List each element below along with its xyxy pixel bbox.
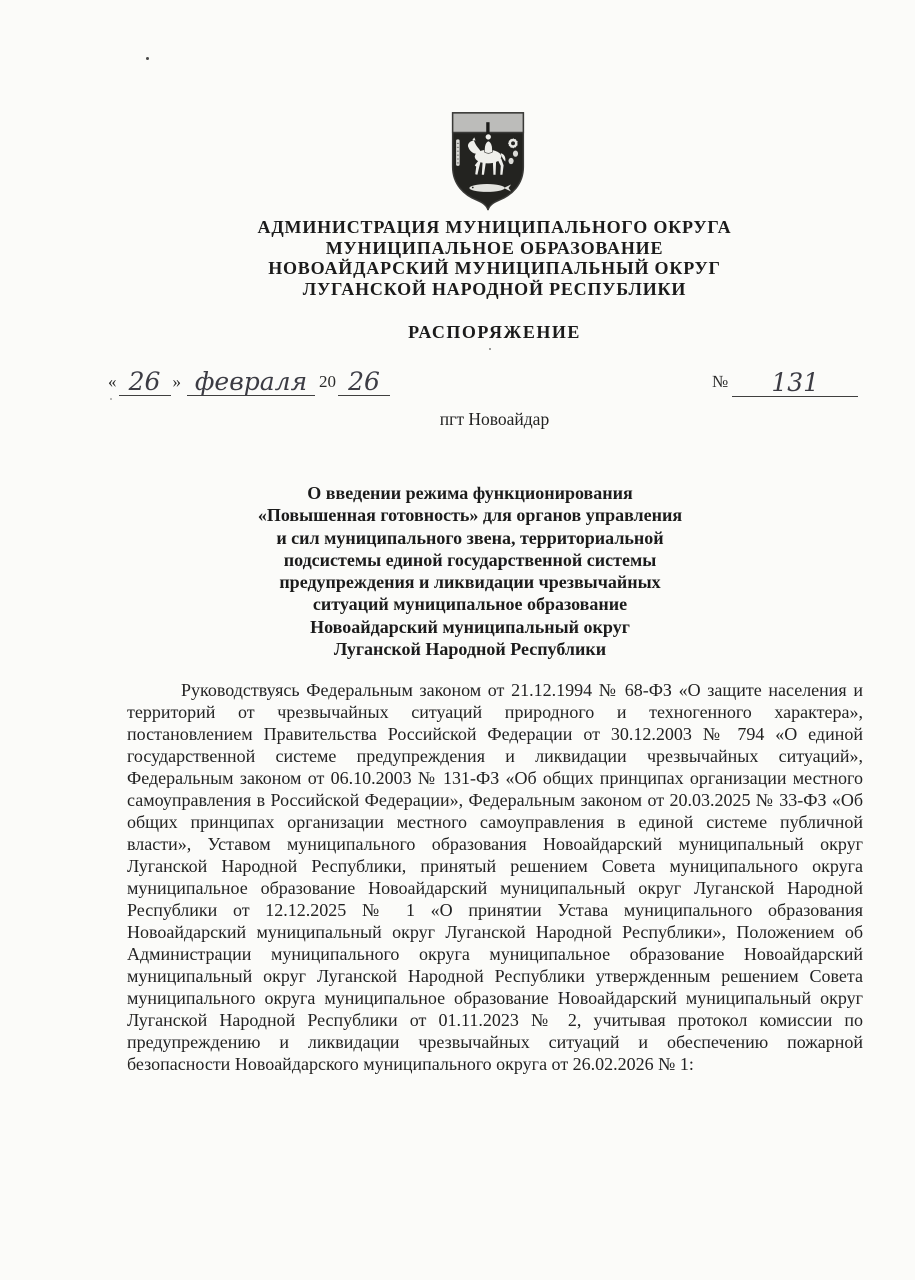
rider-charge xyxy=(484,134,492,153)
document-number-line xyxy=(712,352,858,396)
place-line: пгт Новоайдар xyxy=(439,409,550,429)
title-line: подсистемы единой государственной системы xyxy=(283,549,657,570)
handwritten-month: февраля xyxy=(187,369,315,396)
title-line: ситуаций муниципальное образование xyxy=(312,594,628,615)
organization-name-line: МУНИЦИПАЛЬНОЕ ОБРАЗОВАНИЕ xyxy=(325,237,664,258)
number-sign: № xyxy=(712,372,729,391)
scan-speck xyxy=(489,348,491,350)
title-line: Луганской Народной Республики xyxy=(333,639,607,660)
document-title-block xyxy=(250,482,690,660)
title-line: «Повышенная готовность» для органов управления xyxy=(257,505,683,526)
title-line: О введении режима функционирования xyxy=(307,483,633,503)
date-line xyxy=(108,352,390,396)
scan-speck xyxy=(110,398,112,400)
title-line: Новоайдарский муниципальный округ xyxy=(310,616,630,637)
document-type-heading: РАСПОРЯЖЕНИЕ xyxy=(408,322,581,342)
organization-name-line: НОВОАЙДАРСКИЙ МУНИЦИПАЛЬНЫЙ ОКРУГ xyxy=(268,258,721,278)
document-body-paragraph: Руководствуясь Федеральным законом от 21.12.1994 № 68-ФЗ «О защите населения и территорий от чрезвычайных ситуаций природного и техногенного характера», постановлением Правительства Российской Федерации от 30.12.2003 № 794 «О единой государственной системе предупреждения и ликвидации чрезвычайных ситуаций», Федеральным законом от 06.10.2003 № 131-ФЗ «Об общих принципах организации местного самоуправления в Российской Федерации», Федеральным законом от 20.03.2025 № 33-ФЗ «Об общих принципах организации местного самоуправления в единой системе публичной власти», Уставом муниципального образования Новоайдарский муниципальный округ Луганской Народной Республики, принятый решением Совета муниципального округа муниципальное образование Новоайдарский муниципальный округ Луганской Народной Республики от 12.12.2025 № 1 «О принятии Устава муниципального образования Новоайдарский муниципальный округ Луганской Народной Республики», Положением об Администрации муниципального округа муниципальное образование Новоайдарский муниципальный округ Луганской Народной Республики утвержденным решением Совета муниципального округа муниципальное образование Новоайдарский муниципальный округ Луганской Народной Республики от 01.11.2023 № 2, учитывая протокол комиссии по предупреждению и ликвидации чрезвычайных ситуаций и обеспечению пожарной безопасности Новоайдарского муниципального округа от 26.02.2026 № 1: xyxy=(127,680,863,1074)
handwritten-day: 26 xyxy=(119,369,171,396)
open-quote: « xyxy=(108,372,117,391)
title-line: предупреждения и ликвидации чрезвычайных xyxy=(279,572,661,593)
handwritten-number: 131 xyxy=(732,370,858,397)
organization-name-block xyxy=(127,217,862,299)
title-line: и сил муниципального звена, территориальной xyxy=(276,527,664,548)
organization-name-line: АДМИНИСТРАЦИЯ МУНИЦИПАЛЬНОГО ОКРУГА xyxy=(257,217,732,237)
coat-of-arms-icon xyxy=(443,106,533,214)
close-quote: » xyxy=(172,372,181,391)
year-prefix: 20 xyxy=(319,372,336,391)
handwritten-year: 26 xyxy=(338,369,390,396)
scan-speck xyxy=(146,57,149,60)
organization-name-line: ЛУГАНСКОЙ НАРОДНОЙ РЕСПУБЛИКИ xyxy=(302,278,687,299)
